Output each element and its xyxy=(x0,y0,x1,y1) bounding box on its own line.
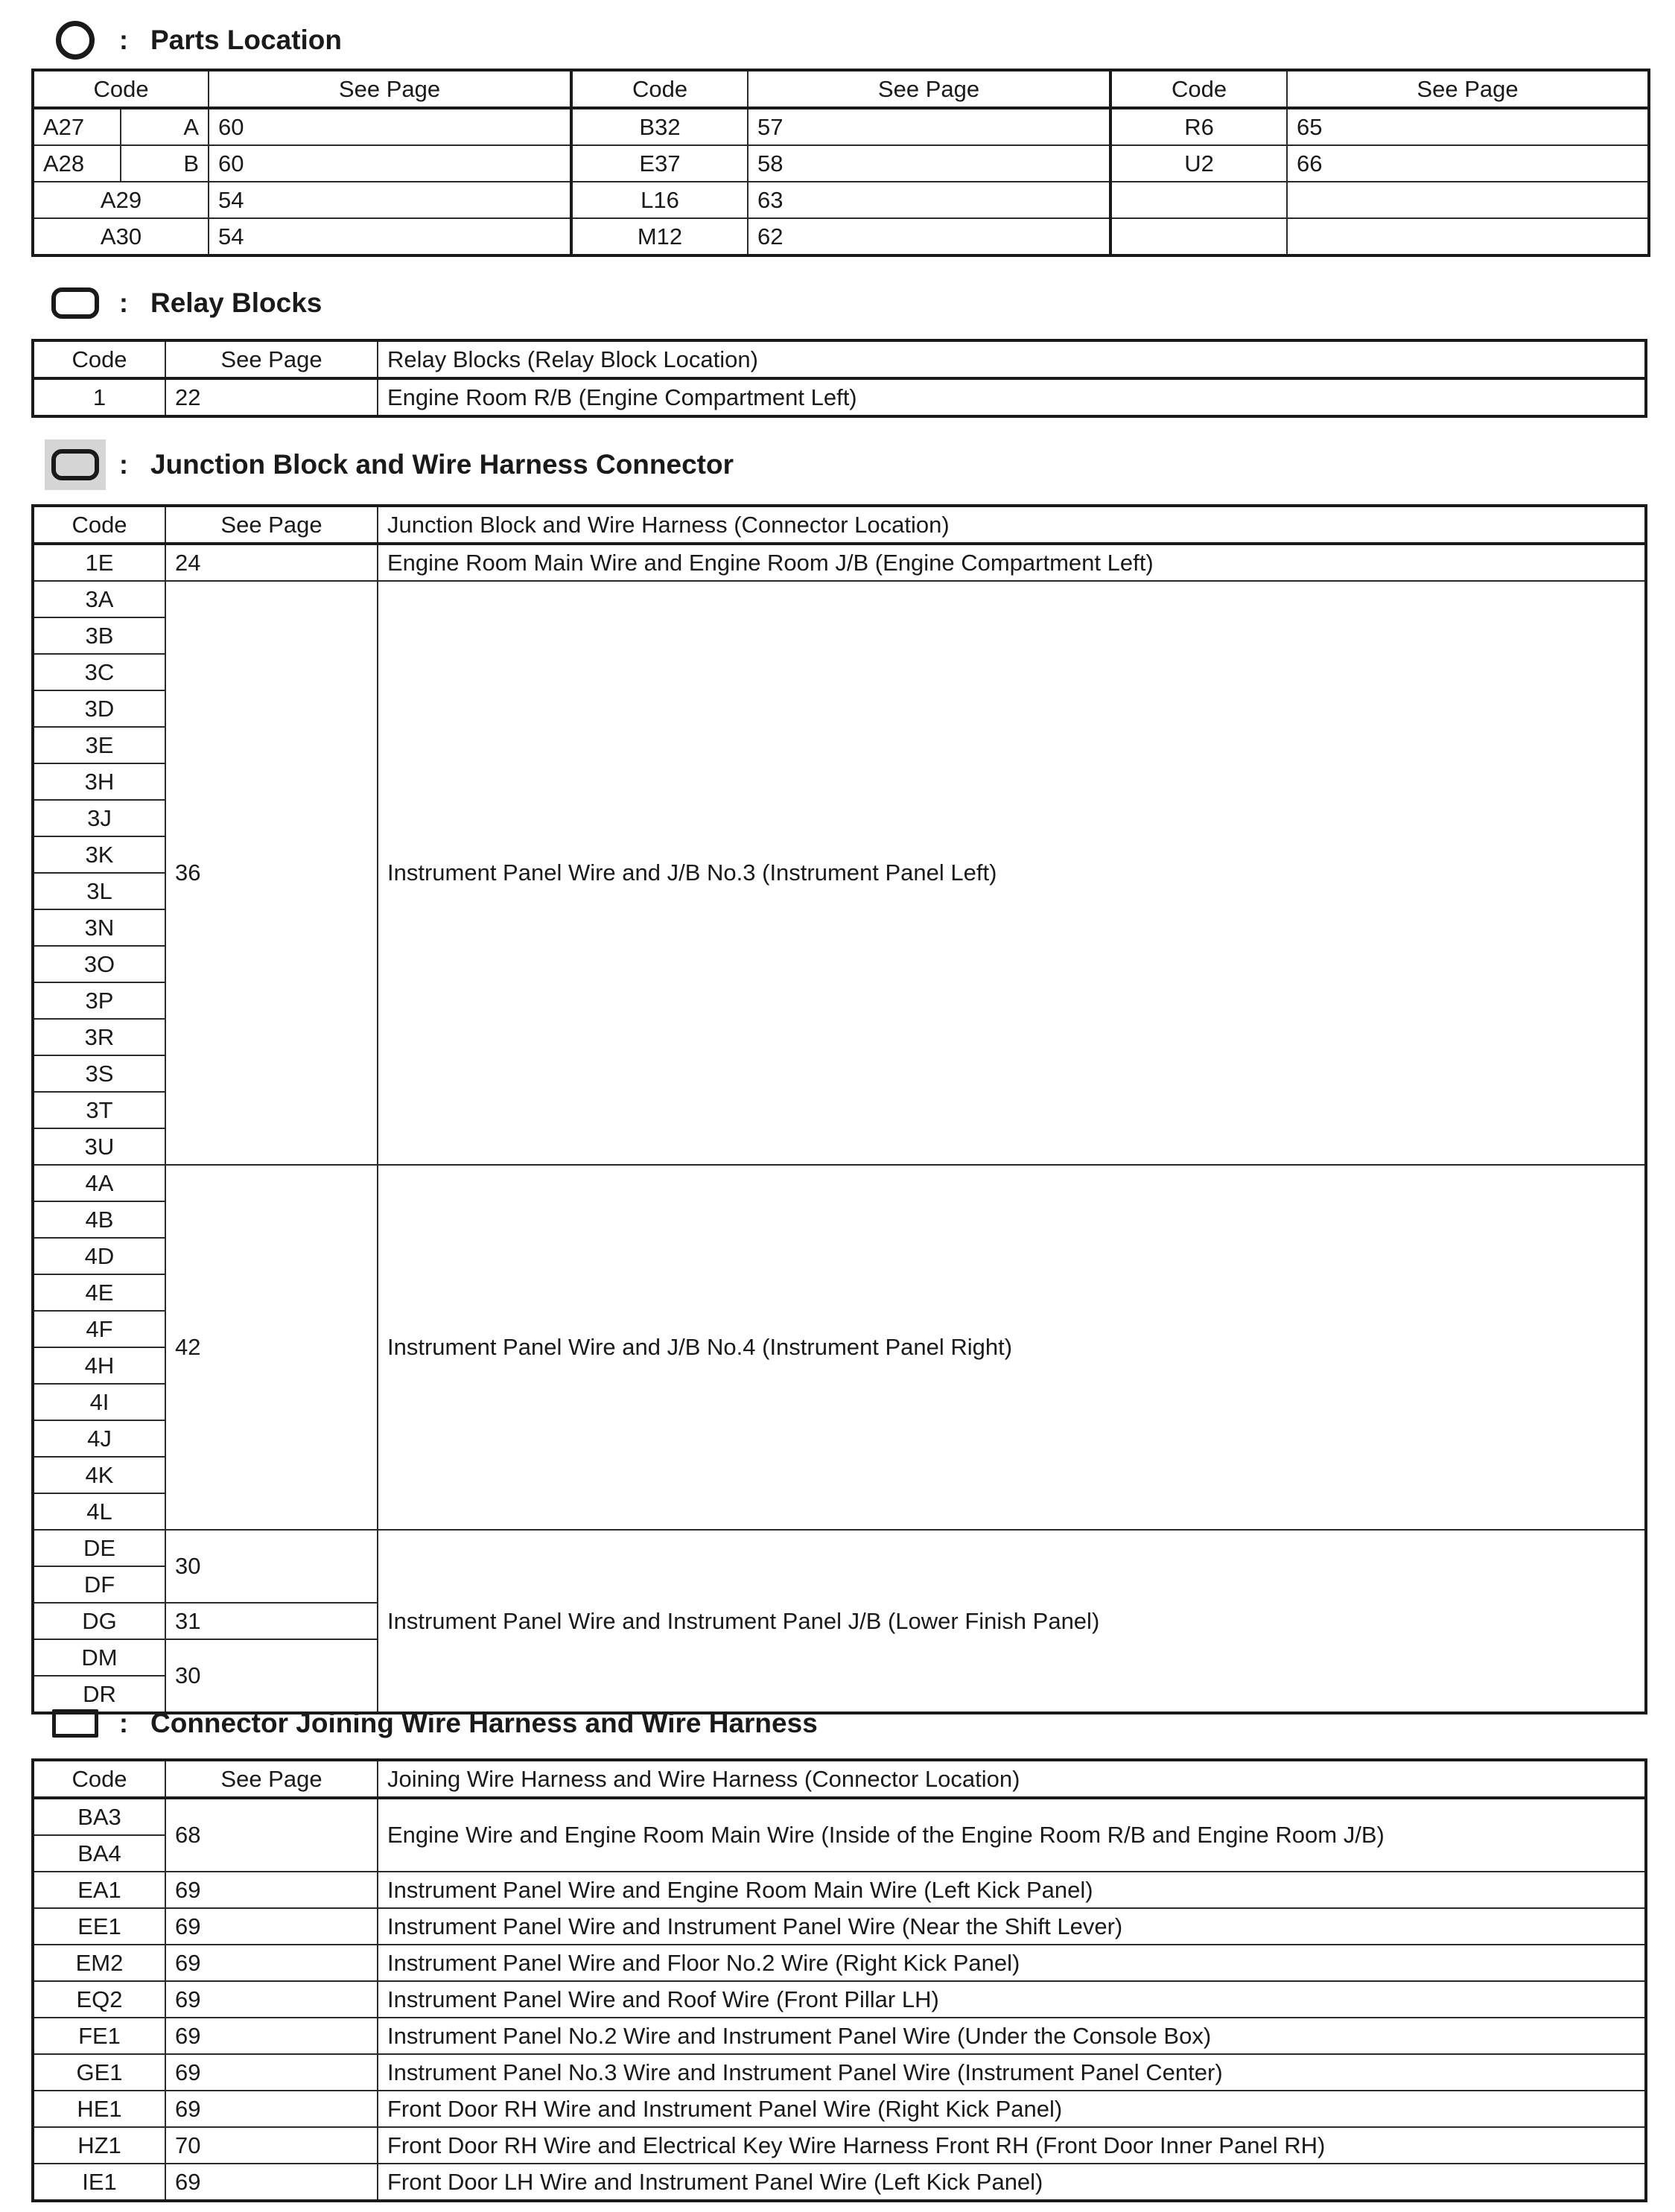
code-cell: 4I xyxy=(33,1384,165,1420)
page-cell: 42 xyxy=(165,1165,378,1530)
code-cell: 1 xyxy=(33,378,165,416)
page-cell: 58 xyxy=(748,145,1110,182)
code-cell: DR xyxy=(33,1676,165,1713)
code-cell: EM2 xyxy=(33,1945,165,1981)
description-cell: Front Door LH Wire and Instrument Panel Wire (Left Kick Panel) xyxy=(378,2164,1646,2201)
code-cell: FE1 xyxy=(33,2018,165,2054)
header-code: Code xyxy=(571,70,748,108)
description-cell: Engine Wire and Engine Room Main Wire (Inside of the Engine Room R/B and Engine Room J/B) xyxy=(378,1798,1646,1872)
table-row xyxy=(33,1872,1646,1908)
header-code: Code xyxy=(33,70,209,108)
page-cell: 54 xyxy=(209,182,571,218)
header-code: Code xyxy=(1110,70,1287,108)
colon: : xyxy=(119,287,128,318)
code-cell: DG xyxy=(33,1603,165,1639)
junction-block-heading xyxy=(31,442,734,487)
code-cell: 3U xyxy=(33,1128,165,1165)
table-row xyxy=(33,145,1649,182)
sub-code-cell: B xyxy=(121,145,209,182)
table-row xyxy=(33,1981,1646,2018)
header-see-page: See Page xyxy=(165,506,378,544)
header-description: Joining Wire Harness and Wire Harness (Connector Location) xyxy=(378,1760,1646,1798)
page-cell: 57 xyxy=(748,108,1110,145)
code-cell: 4D xyxy=(33,1238,165,1274)
relay-blocks-table xyxy=(31,339,1647,418)
code-cell: 3N xyxy=(33,909,165,946)
code-cell: 3J xyxy=(33,800,165,836)
page-cell: 22 xyxy=(165,378,378,416)
description-cell: Instrument Panel Wire and Instrument Panel Wire (Near the Shift Lever) xyxy=(378,1908,1646,1945)
code-cell: 4J xyxy=(33,1420,165,1457)
page-cell: 30 xyxy=(165,1639,378,1713)
code-cell: R6 xyxy=(1110,108,1287,145)
page-cell: 66 xyxy=(1287,145,1649,182)
table-header-row xyxy=(33,1760,1646,1798)
code-cell: 3A xyxy=(33,581,165,617)
table-row xyxy=(33,1530,1646,1566)
code-cell: 4H xyxy=(33,1347,165,1384)
code-cell: HZ1 xyxy=(33,2127,165,2164)
description-cell: Front Door RH Wire and Instrument Panel Wire (Right Kick Panel) xyxy=(378,2091,1646,2127)
description-cell: Instrument Panel No.2 Wire and Instrument Panel Wire (Under the Console Box) xyxy=(378,2018,1646,2054)
section-title: Junction Block and Wire Harness Connector xyxy=(150,449,734,480)
page-cell: 69 xyxy=(165,1872,378,1908)
colon: : xyxy=(119,25,128,55)
description-cell: Instrument Panel Wire and J/B No.3 (Instrument Panel Left) xyxy=(378,581,1646,1165)
page-cell: 69 xyxy=(165,1908,378,1945)
page-cell: 68 xyxy=(165,1798,378,1872)
circle-symbol-icon xyxy=(31,18,119,63)
code-cell: EE1 xyxy=(33,1908,165,1945)
page-cell: 62 xyxy=(748,218,1110,255)
code-cell: 4A xyxy=(33,1165,165,1201)
code-cell: 3O xyxy=(33,946,165,982)
section-title: Relay Blocks xyxy=(150,287,322,318)
code-cell: DM xyxy=(33,1639,165,1676)
table-header-row xyxy=(33,506,1646,544)
page-cell: 24 xyxy=(165,544,378,581)
code-cell: DE xyxy=(33,1530,165,1566)
header-code: Code xyxy=(33,340,165,378)
section-title: Connector Joining Wire Harness and Wire Harness xyxy=(150,1708,818,1738)
code-cell: 3P xyxy=(33,982,165,1019)
table-row xyxy=(33,544,1646,581)
code-cell xyxy=(1110,218,1287,255)
relay-blocks-heading xyxy=(31,281,322,325)
code-cell: L16 xyxy=(571,182,748,218)
description-cell: Instrument Panel No.3 Wire and Instrument Panel Wire (Instrument Panel Center) xyxy=(378,2054,1646,2091)
table-row xyxy=(33,218,1649,255)
code-cell: 4F xyxy=(33,1311,165,1347)
code-cell: 4K xyxy=(33,1457,165,1493)
parts-location-table xyxy=(31,69,1650,257)
page-cell xyxy=(1287,218,1649,255)
page-cell: 31 xyxy=(165,1603,378,1639)
code-cell: 3L xyxy=(33,873,165,909)
header-description: Relay Blocks (Relay Block Location) xyxy=(378,340,1646,378)
page-cell: 60 xyxy=(209,145,571,182)
code-cell: 3R xyxy=(33,1019,165,1055)
code-cell: E37 xyxy=(571,145,748,182)
description-cell: Instrument Panel Wire and J/B No.4 (Instrument Panel Right) xyxy=(378,1165,1646,1530)
code-cell: EQ2 xyxy=(33,1981,165,2018)
table-row xyxy=(33,581,1646,617)
description-cell: Instrument Panel Wire and Instrument Panel J/B (Lower Finish Panel) xyxy=(378,1530,1646,1713)
code-cell: 1E xyxy=(33,544,165,581)
table-header-row xyxy=(33,70,1649,108)
connector-joining-table xyxy=(31,1758,1647,2202)
page-cell: 30 xyxy=(165,1530,378,1603)
code-cell: 4E xyxy=(33,1274,165,1311)
table-row xyxy=(33,182,1649,218)
page-cell: 60 xyxy=(209,108,571,145)
table-row xyxy=(33,2127,1646,2164)
code-cell: IE1 xyxy=(33,2164,165,2201)
code-cell: 4L xyxy=(33,1493,165,1530)
code-cell: DF xyxy=(33,1566,165,1603)
header-see-page: See Page xyxy=(165,1760,378,1798)
page-cell: 70 xyxy=(165,2127,378,2164)
code-cell: A27 xyxy=(33,108,121,145)
description-cell: Instrument Panel Wire and Floor No.2 Wire (Right Kick Panel) xyxy=(378,1945,1646,1981)
junction-block-table xyxy=(31,504,1647,1714)
table-row xyxy=(33,1798,1646,1835)
code-cell: BA4 xyxy=(33,1835,165,1872)
page-cell: 69 xyxy=(165,2091,378,2127)
table-row xyxy=(33,2164,1646,2201)
code-cell: A30 xyxy=(33,218,209,255)
header-code: Code xyxy=(33,1760,165,1798)
parts-location-heading xyxy=(31,18,342,63)
header-see-page: See Page xyxy=(1287,70,1649,108)
connector-joining-heading xyxy=(31,1701,818,1746)
page-cell: 36 xyxy=(165,581,378,1165)
section-title: Parts Location xyxy=(150,25,342,55)
table-row xyxy=(33,2054,1646,2091)
table-row xyxy=(33,1908,1646,1945)
code-cell: U2 xyxy=(1110,145,1287,182)
header-description: Junction Block and Wire Harness (Connector Location) xyxy=(378,506,1646,544)
header-code: Code xyxy=(33,506,165,544)
colon: : xyxy=(119,449,128,480)
code-cell: A28 xyxy=(33,145,121,182)
code-cell: A29 xyxy=(33,182,209,218)
page-cell: 65 xyxy=(1287,108,1649,145)
code-cell: B32 xyxy=(571,108,748,145)
colon: : xyxy=(119,1708,128,1738)
description-cell: Instrument Panel Wire and Roof Wire (Front Pillar LH) xyxy=(378,1981,1646,2018)
code-cell: GE1 xyxy=(33,2054,165,2091)
table-row xyxy=(33,378,1646,416)
header-see-page: See Page xyxy=(165,340,378,378)
table-row xyxy=(33,2018,1646,2054)
table-row xyxy=(33,108,1649,145)
code-cell: M12 xyxy=(571,218,748,255)
page-cell: 69 xyxy=(165,1945,378,1981)
page-cell xyxy=(1287,182,1649,218)
description-cell: Front Door RH Wire and Electrical Key Wire Harness Front RH (Front Door Inner Panel RH) xyxy=(378,2127,1646,2164)
code-cell: 3S xyxy=(33,1055,165,1092)
header-see-page: See Page xyxy=(209,70,571,108)
table-header-row xyxy=(33,340,1646,378)
code-cell: 3E xyxy=(33,727,165,763)
code-cell: 3T xyxy=(33,1092,165,1128)
code-cell: 3K xyxy=(33,836,165,873)
code-cell: 3C xyxy=(33,654,165,690)
code-cell: 3D xyxy=(33,690,165,727)
code-cell: 4B xyxy=(33,1201,165,1238)
shaded-rounded-rect-symbol-icon xyxy=(31,442,119,487)
page-cell: 69 xyxy=(165,2018,378,2054)
table-row xyxy=(33,2091,1646,2127)
code-cell: HE1 xyxy=(33,2091,165,2127)
code-cell: 3H xyxy=(33,763,165,800)
page-cell: 69 xyxy=(165,2164,378,2201)
header-see-page: See Page xyxy=(748,70,1110,108)
rectangle-symbol-icon xyxy=(31,1701,119,1746)
description-cell: Engine Room R/B (Engine Compartment Left) xyxy=(378,378,1646,416)
page-cell: 63 xyxy=(748,182,1110,218)
code-cell xyxy=(1110,182,1287,218)
sub-code-cell: A xyxy=(121,108,209,145)
rounded-rect-symbol-icon xyxy=(31,281,119,325)
code-cell: BA3 xyxy=(33,1798,165,1835)
table-row xyxy=(33,1165,1646,1201)
code-cell: EA1 xyxy=(33,1872,165,1908)
code-cell: 3B xyxy=(33,617,165,654)
description-cell: Instrument Panel Wire and Engine Room Main Wire (Left Kick Panel) xyxy=(378,1872,1646,1908)
page-cell: 69 xyxy=(165,2054,378,2091)
description-cell: Engine Room Main Wire and Engine Room J/B (Engine Compartment Left) xyxy=(378,544,1646,581)
table-row xyxy=(33,1945,1646,1981)
page-cell: 54 xyxy=(209,218,571,255)
page-cell: 69 xyxy=(165,1981,378,2018)
